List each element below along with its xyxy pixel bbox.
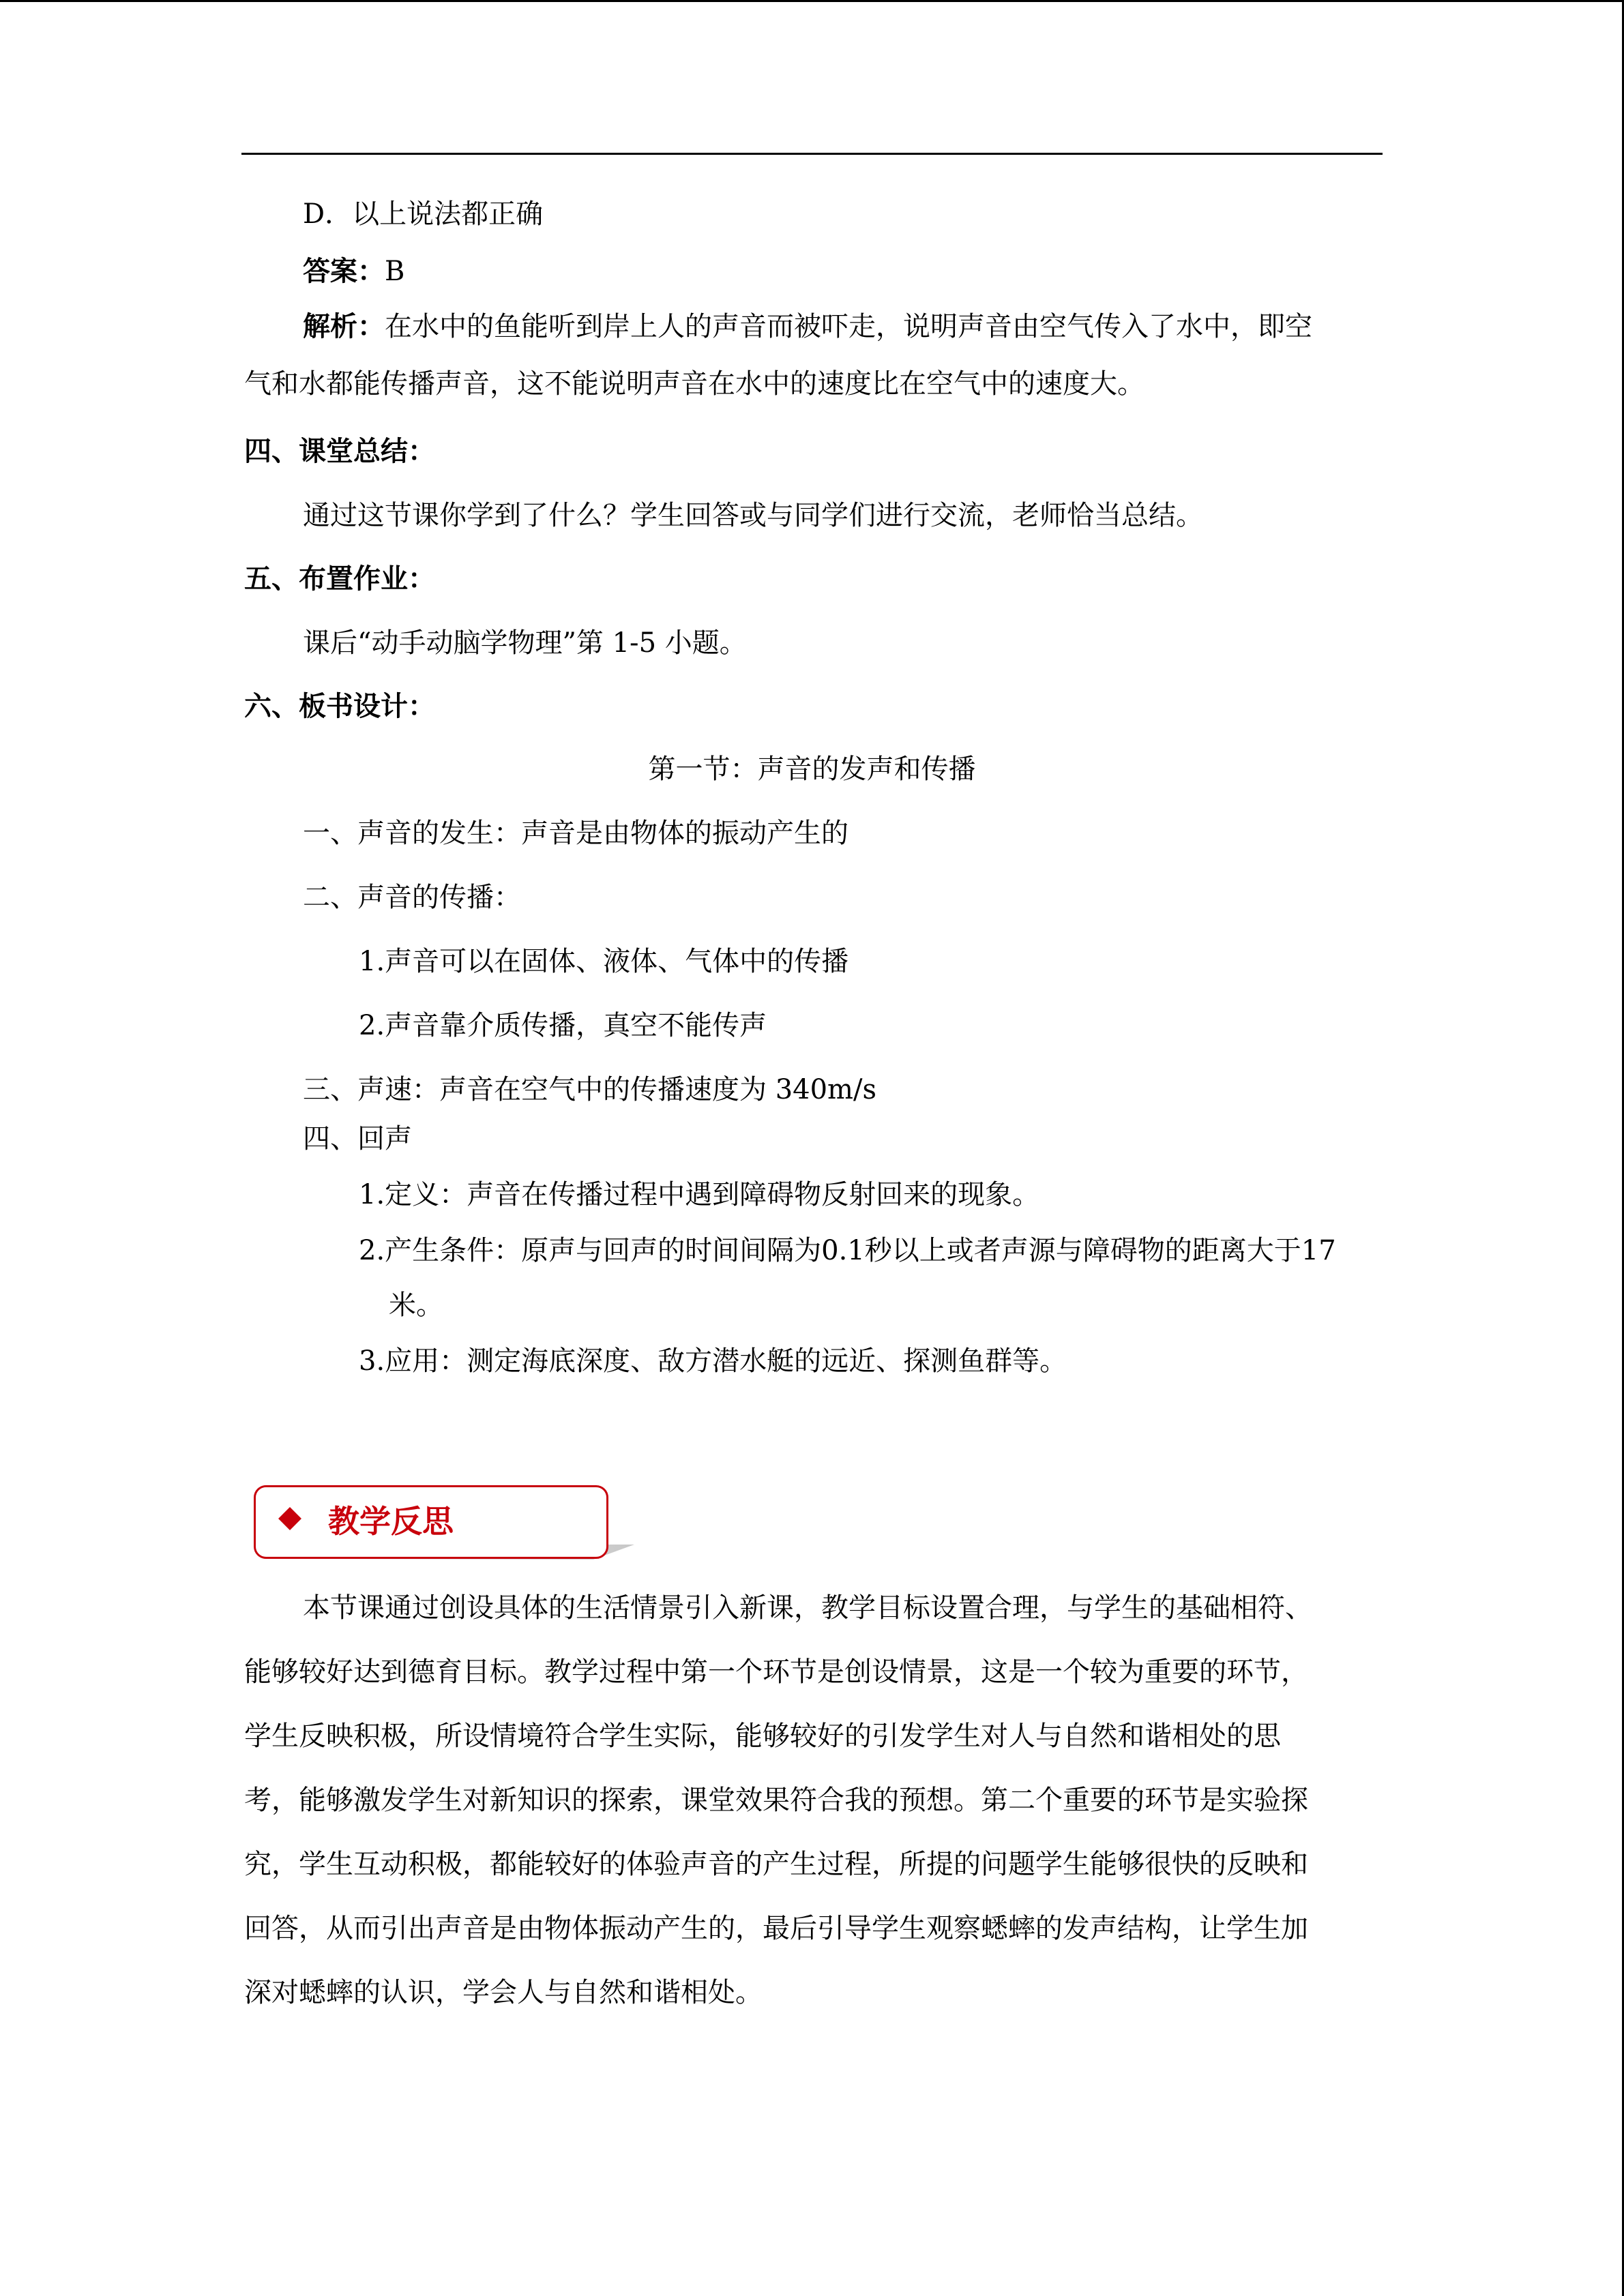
board-item-2: 二、声音的传播： bbox=[303, 882, 521, 913]
board-item-4: 四、回声 bbox=[303, 1123, 412, 1154]
page-border-top bbox=[0, 0, 1624, 2]
reflection-line: 能够较好达到德育目标。教学过程中第一个环节是创设情景，这是一个较为重要的环节， bbox=[244, 1656, 1308, 1688]
analysis-line-1 bbox=[303, 308, 1312, 346]
reflection-line: 本节课通过创设具体的生活情景引入新课，教学目标设置合理，与学生的基础相符、 bbox=[303, 1592, 1312, 1624]
board-title: 第一节：声音的发声和传播 bbox=[648, 754, 976, 785]
answer-label: 答案： bbox=[303, 255, 385, 287]
summary-heading: 四、课堂总结： bbox=[244, 435, 435, 467]
reflection-line: 回答，从而引出声音是由物体振动产生的，最后引导学生观察蟋蟀的发声结构，让学生加 bbox=[244, 1913, 1308, 1944]
homework-text: 课后“动手动脑学物理”第 1-5 小题。 bbox=[303, 627, 747, 659]
board-item-4-2: 2.产生条件：原声与回声的时间间隔为0.1秒以上或者声源与障碍物的距离大于17 bbox=[359, 1235, 1336, 1266]
board-item-1: 一、声音的发生：声音是由物体的振动产生的 bbox=[303, 818, 848, 849]
board-item-4-2-cont: 米。 bbox=[389, 1289, 443, 1321]
reflection-line: 学生反映积极，所设情境符合学生实际，能够较好的引发学生对人与自然和谐相处的思 bbox=[244, 1720, 1281, 1752]
reflection-banner bbox=[254, 1485, 608, 1559]
board-item-4-3: 3.应用：测定海底深度、敌方潜水艇的远近、探测鱼群等。 bbox=[359, 1345, 1067, 1377]
analysis-line-2: 气和水都能传播声音，这不能说明声音在水中的速度比在空气中的速度大。 bbox=[244, 368, 1145, 400]
reflection-line: 究，学生互动积极，都能较好的体验声音的产生过程，所提的问题学生能够很快的反映和 bbox=[244, 1849, 1308, 1880]
diamond-bullet-icon bbox=[278, 1507, 301, 1530]
reflection-line: 深对蟋蟀的认识，学会人与自然和谐相处。 bbox=[244, 1977, 763, 2008]
board-item-3: 三、声速：声音在空气中的传播速度为 340m/s bbox=[303, 1074, 876, 1105]
answer-line bbox=[303, 252, 404, 290]
reflection-line: 考，能够激发学生对新知识的探索，课堂效果符合我的预想。第二个重要的环节是实验探 bbox=[244, 1785, 1308, 1816]
analysis-label: 解析： bbox=[303, 310, 385, 342]
board-item-4-1: 1.定义：声音在传播过程中遇到障碍物反射回来的现象。 bbox=[359, 1179, 1040, 1210]
answer-value: B bbox=[385, 256, 405, 287]
board-item-2-2: 2.声音靠介质传播，真空不能传声 bbox=[359, 1010, 767, 1041]
board-heading: 六、板书设计： bbox=[244, 690, 435, 722]
analysis-text-1: 在水中的鱼能听到岸上人的声音而被吓走，说明声音由空气传入了水中，即空 bbox=[385, 311, 1312, 342]
question-option-d: D．以上说法都正确 bbox=[303, 198, 544, 230]
board-item-2-1: 1.声音可以在固体、液体、气体中的传播 bbox=[359, 946, 849, 977]
header-rule bbox=[241, 153, 1383, 155]
reflection-banner-title: 教学反思 bbox=[328, 1503, 454, 1540]
homework-heading: 五、布置作业： bbox=[244, 563, 435, 595]
summary-text: 通过这节课你学到了什么？学生回答或与同学们进行交流，老师恰当总结。 bbox=[303, 500, 1203, 531]
